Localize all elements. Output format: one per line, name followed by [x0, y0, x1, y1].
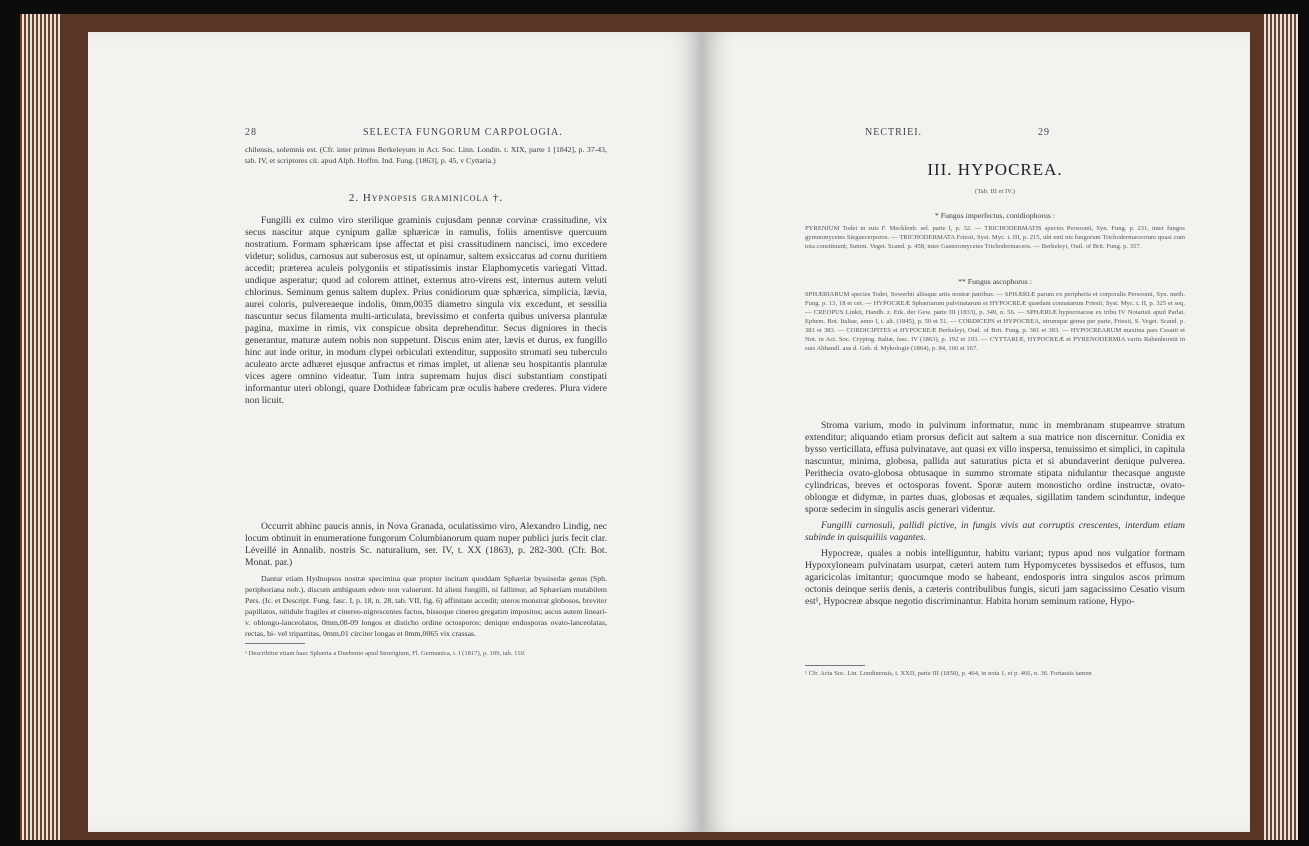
left-intro-text: chilensis, solemnis est. (Cfr. inter primos Berkeleyum in Act. Soc. Linn. Londin. t. XIX, parte 1 [1842], p. 37-43, tab. IV, et scriptores cit. apud Alph. Hoffm. Ind. Fung. [1863], p. 45, v Cyttaria.) [245, 145, 607, 165]
left-running-title: SELECTA FUNGORUM CARPOLOGIA. [363, 127, 563, 138]
right-page [702, 32, 1250, 832]
left-footnote-rule [245, 643, 305, 644]
chapter-title: III. HYPOCREA. [927, 160, 1063, 179]
right-main-text [805, 420, 1185, 608]
left-page [88, 32, 702, 832]
book-page-edges-left [20, 14, 60, 840]
right-page-number: 29 [1038, 127, 1050, 138]
right-main-paragraph-2: Hypocreæ, quales a nobis intelliguntur, habitu variant; typus apud nos vulgatior formam Hypoxyloneam pulvinatam usurpat, cæteri autem tum Hypomycetes byssisedos et effusos, tum agaricicolas imitantur; quocumque modo se habeant, endosporis intra singulos ascos primum octonis deinque seriis denis, a cæteris contribulibus fungis, sicuti jam sagacissimo Cesatio visum est¹, Hypocreæ absque negotio discriminantur. Habita horum seminum ratione, Hypo- [805, 548, 1185, 607]
book-page-edges-right [1264, 14, 1298, 840]
left-footnote: ¹ Describitur etiam haec Sphæria a Duebenio apud Stoerigium, Fl. Germanica, t. I (1817), p. 109, tab. 110. [245, 650, 526, 657]
right-footnote: ¹ Cfr. Acta Soc. Lin. Londinensis, t. XXII, parte III (1858), p. 464, in nota 1, et p. 466, n. 36. Fortassis tamen [805, 670, 1092, 677]
tab-reference: (Tab. III et IV.) [975, 188, 1015, 195]
left-main-paragraph: Fungilli ex culmo viro sterilique graminis cujusdam pennæ corvinæ crassitudine, vix secus nascitur atque cynipum gallæ sphæricæ in ramulis, foliis amentisve quercuum nostratium. Formam sphæricam ipse affectat et pisi crassitudinem nancisci, imo excedere videtur; solidus, carnosus aut suberosus est, ut opinamur, saltem exsiccatus ad cornu duritiem accedit; præterea aculeis polygoniis et stipatissimis instar Elaphomycetis variegati Vittad. undique asperatur; quod ad colorem attinet, externus atro-virens est, internus autem veluti chlorinus. Seminum genus saltem duplex. Prius conidiorum quæ sphærica, simplicia, lævia, aurei coloris, pulvereaeque indolis, 0mm,0035 diametro singula vix excedunt, et sessilia nascuntur secus filamenta multi-articulata, brevissimo et conferta quibus universa plantulæ pagina, maxime in rimis, vix conspicue obsita deprehenditur. Secus digniores in thecis generantur, maturæ autem nobis non suppetunt. Discus enim ater, lævis et durus, ex fungillo hinc aut inde oritur, in modum clypei orbiculati extenditur, supposito stromati seu tuberculo aculeato arcte adhæret ejusque anfractus et rimas implet, ut alienæ seu hospitantis plantulæ vices agere omnino videatur. Tum intra supremam hujus disci substantiam constipati informantur uteri oblongi, quare Dothideæ fabricam præ oculis habere crederes. Plura videre non licuit. [245, 215, 607, 406]
right-running-title: NECTRIEI. [865, 127, 923, 138]
right-italic-paragraph: Fungilli carnosuli, pallidi pictive, in fungis vivis aut corruptis crescentes, interdum etiam subinde in quisquiliis vagantes. [805, 520, 1185, 543]
section2-text: SPHÆRIARUM species Todei, Sowerbii aliisque artis nostræ patribus. — SPHÆRIÆ parum ex peripheria et corporalis Persoonii, Syn. meth. Fung. p. 13, 18 et cet. — HYPOCREÆ Sphæriarum pulvinatarum et HYPOCREÆ quædam connatarum Friesii, Syst. Myc. t. II, p. 325 et seq. — CREOPUS Linkii, Handb. z. Erk. der Gew. parte III (1833), p. 349, n. 56. — SPHÆRIÆ hypocreaceæ ex tribu IV Notarisii apud Parlat. Ephem. Bot. Italiae, anno I, t. alt. (1845), p. 50 et 51. — CORDICEPS et HYPOCREA, utrumque genus per parte, Friesii, S. Veget. Scand. p. 381 et 383. — CORDICIPITES et HYPOCREÆ Berkeleyi, Outl. of Brit. Fung. p. 381 et 383. — HYPOCREARUM maxima pars Cesatii et Not. in Act. Soc. Cryptog. Italiæ, fasc. IV (1863), p. 192 et 193. — CYTTARIÆ, HYPOCREÆ et PYRENODERMIA variis Rabenhorstii in suis Abhandl. aus d. Geb. d. Mykologie (1864), p. 84, 166 et 167. [805, 291, 1185, 352]
section2-heading: ** Fungus ascophorus : [958, 277, 1032, 286]
book [20, 14, 1298, 840]
left-main-text [245, 215, 607, 407]
section1-text: PYRENIUM Todei in suis F. Mecklenb. sel. parte I, p. 32. — TRICHODERMATIS species Persoonii, Syn. Fung. p. 231, inter fungos gymnomycetes Sieguecerporos. — TRICHODERMATA Friesii, Syst. Myc. t. III, p. 215, ubi enti nis fungorum Trichodermaceorum quasi cum tota constituunt; Summ. Veget. Scand. p. 458, inter Gasteromycetes Trichodermaceos. — Berkeleyi, Outl. of Brit. Fung. p. 357. [805, 225, 1185, 250]
left-section-heading: 2. Hypnopsis graminicola †. [348, 192, 504, 204]
right-footnote-rule [805, 665, 865, 666]
left-page-number: 28 [245, 127, 257, 138]
right-main-paragraph: Stroma varium, modo in pulvinum informatur, nunc in membranam stupeamve stratum extenditur; aliquando etiam prorsus deficit aut saltem a sua matrice non discernitur. Conidia ex bysso verticillata, effusa pulvinatave, aut quasi ex villo inspersa, tenuissimo et simplici, in capitula nascuntur, minima, globosa, pallida aut saturatius picta et si abundaverint denique pulverea. Perithecia ovato-globosa obtusaque in summo stromate stipata nidulantur thecasque anguste cylindricas, breves et octosporas fovent. Sporæ autem monosticho ordine instructæ, ovato-oblongæ et didymæ, in partes duas, globosas et æquales, sigillatim tandem scinduntur, indeque sporæ sedecim in singulis ascis generari videntur. [805, 420, 1185, 515]
section1-heading: * Fungus imperfectus, conidiophorus : [934, 211, 1056, 220]
left-occurrence-paragraph: Occurrit abhinc paucis annis, in Nova Granada, oculatissimo viro, Alexandro Lindig, nec locum obtinuit in enumeratione fungorum Columbianorum quam nuper publici juris fecit clar. Léveillé in Annalib. nostris Sc. naturalium, ser. IV, t. XX (1863), p. 282-300. (Cfr. Bot. Monat. par.) [245, 521, 607, 568]
left-note-paragraph: Dantur etiam Hydnopsos nostræ specimina quæ propter incitam quoddam Sphæriæ byssisedæ genus (Sph. periphoriana nob.), discum ambiguum edere non valuerunt. Id alieni fungilli, ni fallimur, ad Sphæriam mutabilem Pers. (Ic. et Descript. Fung. fasc. I, p. 18, n. 28, tab. VII, fig. 6) affinitate accedit; uteros monstrat globosos, breviter papillatos, nitidule fragiles et cinereo-nigrescentes factos, bissoque cinereo gregatim impositos; ascos autem lineari-v. oblongo-lanceolatos, 0mm,08-09 longos et disticho ordine octosporos; denique endosporas ovato-lanceolatas, rectas, bi- vel tripartitas, 0mm,01 circiter longas et 0mm,0065 vix crassas. [245, 574, 608, 638]
